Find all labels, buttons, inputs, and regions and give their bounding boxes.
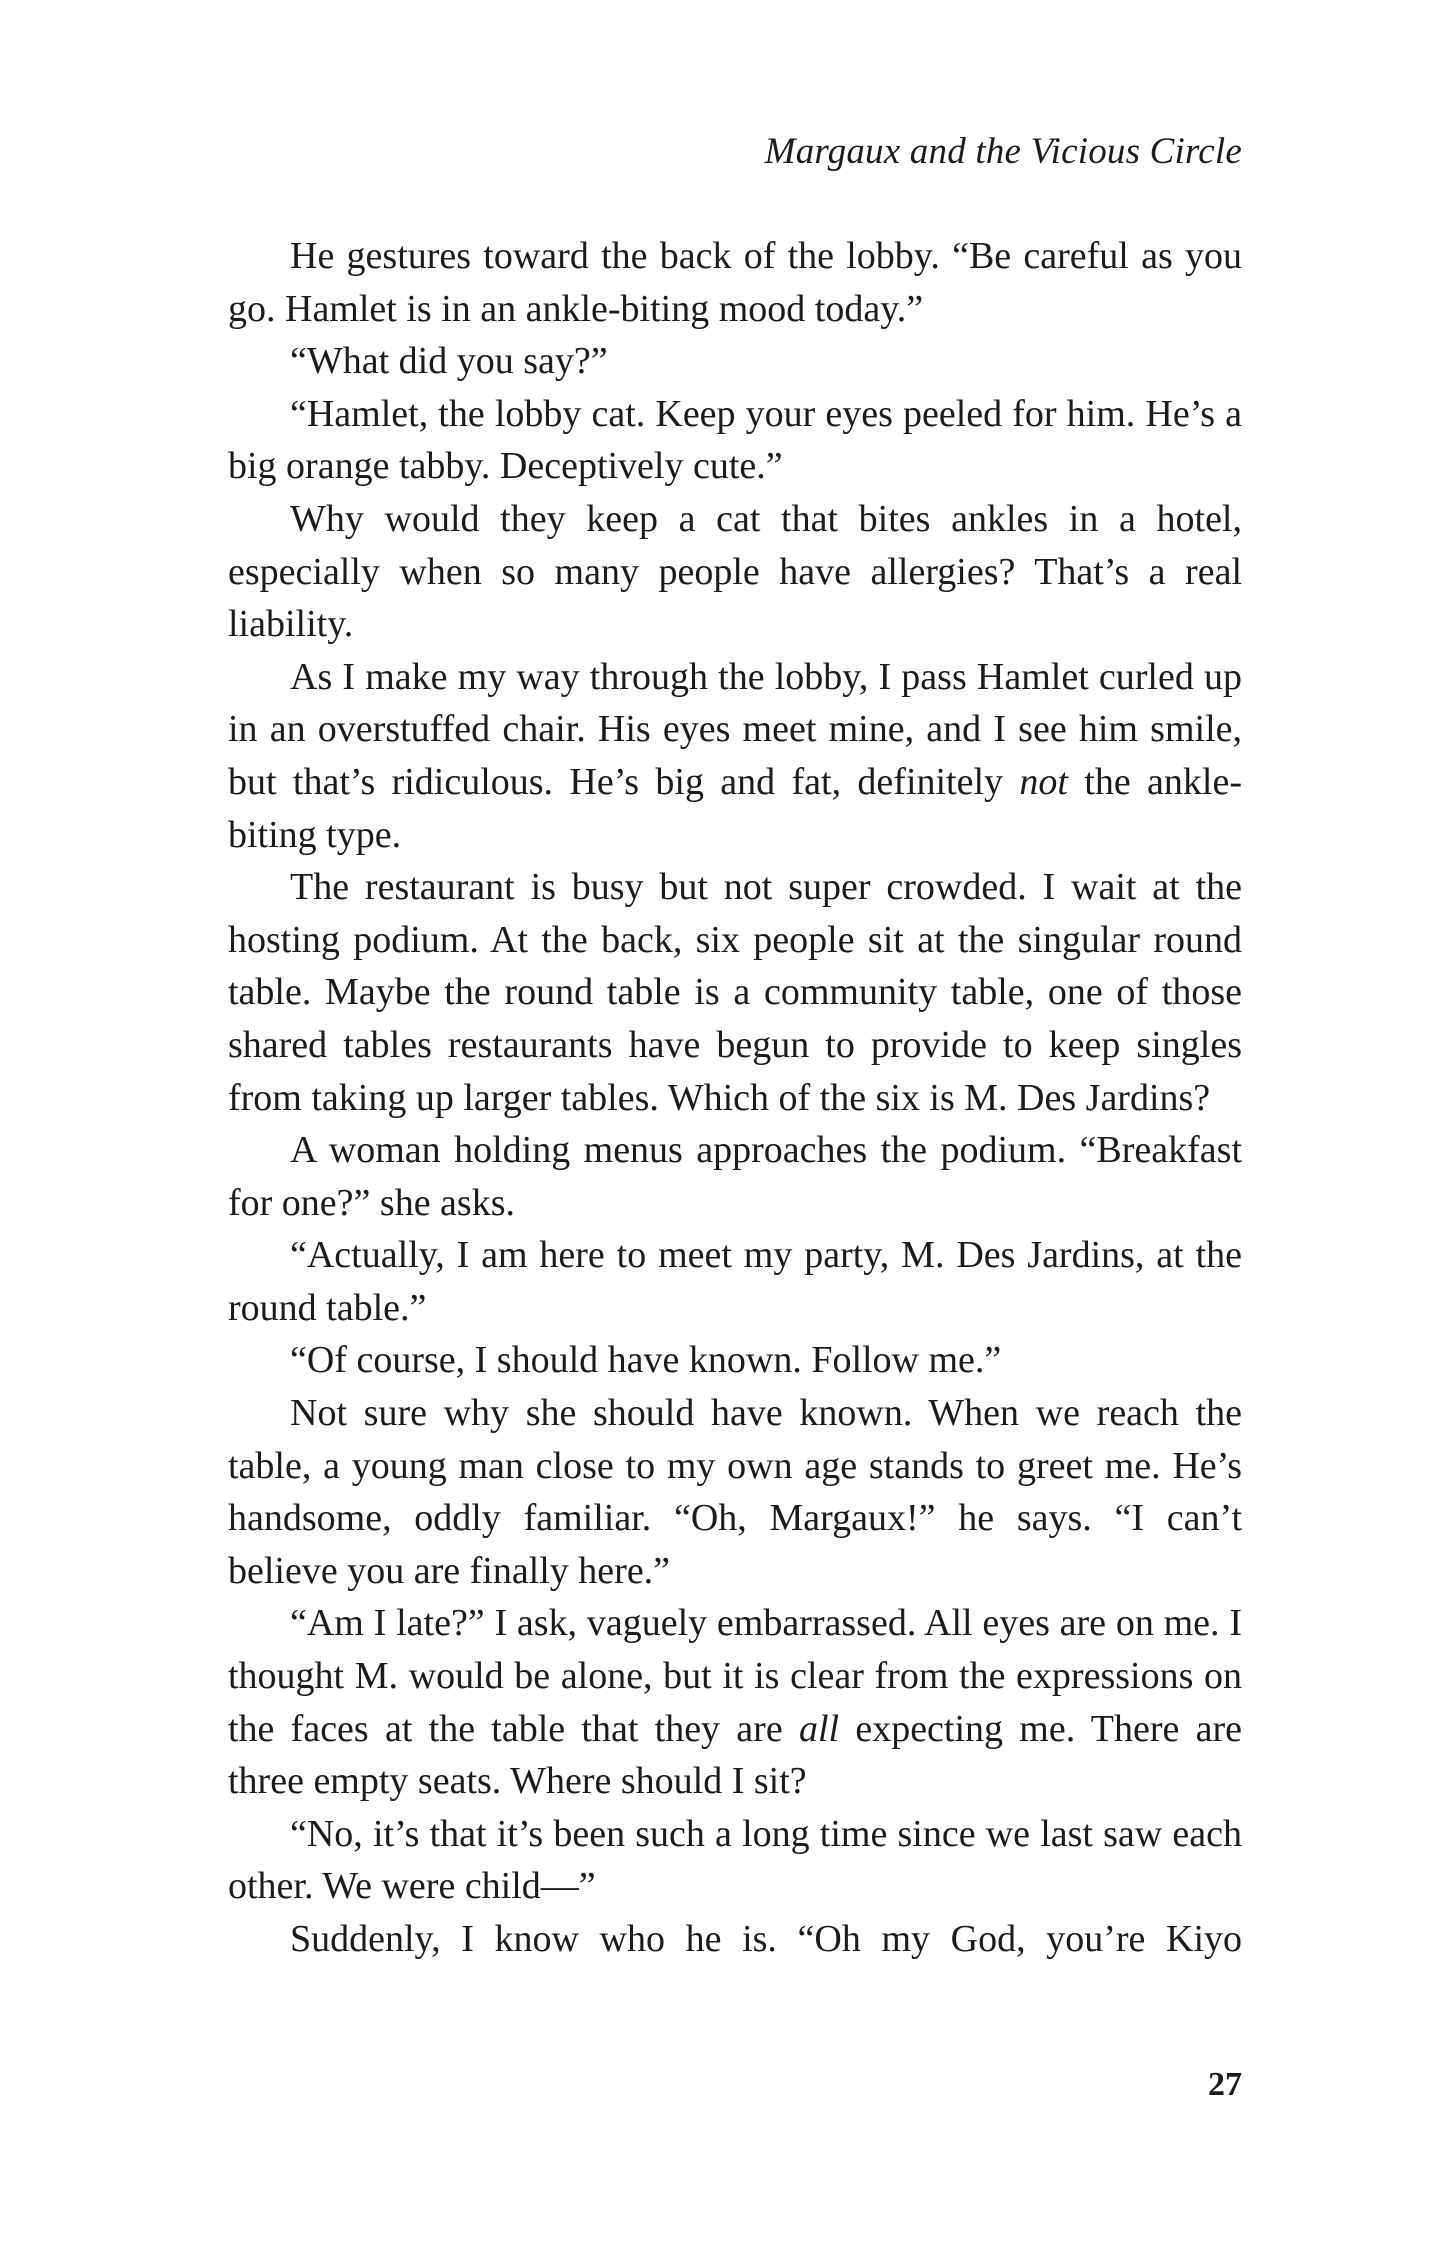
paragraph: “Actually, I am here to meet my party, M. Des Jardins, at the round table.” [228,1234,1242,1329]
page-number: 27 [1208,2066,1242,2103]
paragraph: Why would they keep a cat that bites ankles in a hotel, especially when so many people have allergies? That’s a real liability. [228,497,1242,646]
paragraph: “Of course, I should have known. Follow me.” [290,1339,1002,1382]
paragraph: “No, it’s that it’s been such a long time since we last saw each other. We were child—” [228,1812,1242,1908]
paragraph-text: the ankle-biting type. [228,760,1243,856]
paragraph: “What did you say?” [290,340,608,383]
paragraph: The restaurant is busy but not super crowded. I wait at the hosting podium. At the back, six people sit at the singular round table. Maybe the round table is a community table, one of those shared tables restaurants have begun to provide to keep singles from taking up larger tables. Which of the six is M. Des Jardins? [228,866,1242,1119]
emphasis-text: all [798,1707,840,1750]
paragraph: Suddenly, I know who he is. “Oh my God, you’re Kiyo [290,1918,1242,1960]
running-head: Margaux and the Vicious Circle [764,131,1242,172]
emphasis-text: not [1019,760,1068,803]
paragraph-text: expecting me. There are three empty seats. Where should I sit? [228,1707,1243,1803]
body-text [228,230,1242,1966]
paragraph [228,1597,1242,1807]
paragraph: A woman holding menus approaches the podium. “Breakfast for one?” she asks. [228,1129,1242,1224]
paragraph: He gestures toward the back of the lobby. “Be careful as you go. Hamlet is in an ankle-biting mood today.” [228,235,1242,330]
paragraph: Not sure why she should have known. When we reach the table, a young man close to my own age stands to greet me. He’s handsome, oddly familiar. “Oh, Margaux!” he says. “I can’t believe you are finally here.” [228,1392,1242,1592]
paragraph-text: As I make my way through the lobby, I pass Hamlet curled up in an overstuffed chair. His eyes meet mine, and I see him smile, but that’s ridiculous. He’s big and fat, definitely [228,655,1242,803]
paragraph-text: “Am I late?” I ask, vaguely embarrassed. All eyes are on me. I thought M. would be alone, but it is clear from the expressions on the faces at the table that they are [228,1602,1242,1750]
paragraph: “Hamlet, the lobby cat. Keep your eyes peeled for him. He’s a big orange tabby. Deceptively cute.” [228,392,1242,488]
paragraph [228,651,1242,861]
